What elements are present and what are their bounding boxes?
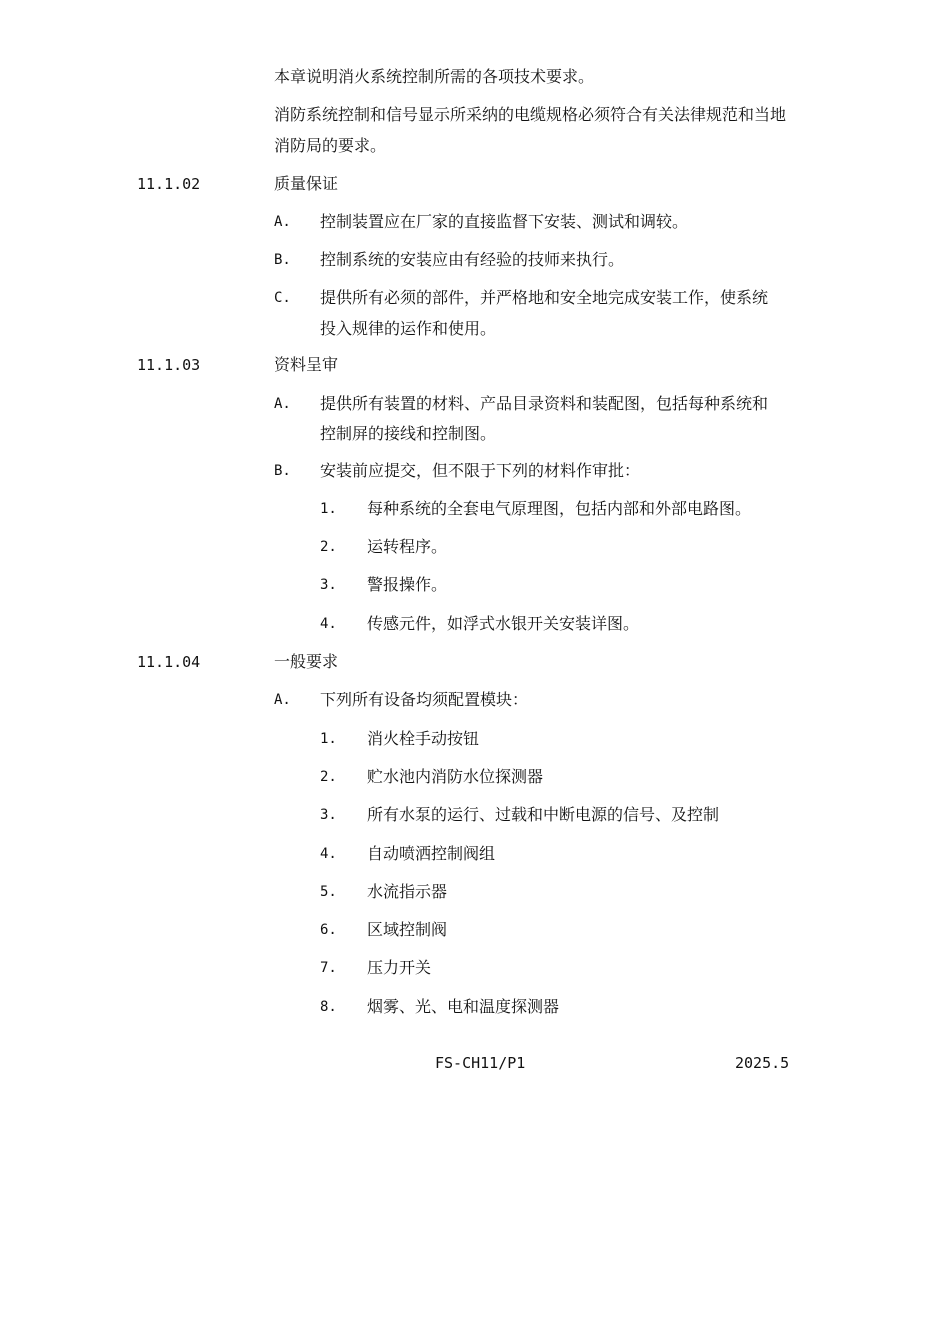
item-letter: A.	[274, 396, 291, 412]
section-title: 质量保证	[274, 174, 339, 193]
subitem-number: 6.	[320, 922, 337, 938]
footer-document-code: FS-CH11/P1	[435, 1054, 526, 1072]
subitem-text: 消火栓手动按钮	[367, 729, 480, 748]
item-text: 提供所有必须的部件，并严格地和安全地完成安装工作，使系统	[320, 288, 769, 307]
item-text: 控制系统的安装应由有经验的技师来执行。	[320, 250, 625, 269]
item-text: 安装前应提交，但不限于下列的材料作审批：	[320, 461, 641, 480]
intro-paragraph-2-line-1: 消防系统控制和信号显示所采纳的电缆规格必须符合有关法律规范和当地	[274, 105, 787, 124]
item-text: 下列所有设备均须配置模块：	[320, 690, 529, 709]
subitem-text: 自动喷洒控制阀组	[367, 844, 496, 863]
subitem-text: 警报操作。	[367, 575, 448, 594]
subitem-number: 7.	[320, 960, 337, 976]
section-title: 资料呈审	[274, 355, 339, 374]
item-text: 控制装置应在厂家的直接监督下安装、测试和调较。	[320, 212, 689, 231]
subitem-text: 每种系统的全套电气原理图，包括内部和外部电路图。	[367, 499, 752, 518]
item-text-continuation: 控制屏的接线和控制图。	[320, 424, 497, 443]
item-letter: A.	[274, 214, 291, 230]
subitem-text: 压力开关	[367, 958, 432, 977]
item-text: 提供所有装置的材料、产品目录资料和装配图，包括每种系统和	[320, 394, 769, 413]
subitem-text: 传感元件，如浮式水银开关安装详图。	[367, 614, 640, 633]
subitem-number: 2.	[320, 539, 337, 555]
subitem-number: 4.	[320, 616, 337, 632]
subitem-number: 3.	[320, 577, 337, 593]
subitem-number: 8.	[320, 999, 337, 1015]
subitem-text: 水流指示器	[367, 882, 448, 901]
section-title: 一般要求	[274, 652, 339, 671]
subitem-text: 烟雾、光、电和温度探测器	[367, 997, 560, 1016]
subitem-number: 1.	[320, 731, 337, 747]
item-letter: C.	[274, 290, 291, 306]
section-number: 11.1.03	[137, 356, 201, 374]
subitem-text: 运转程序。	[367, 537, 448, 556]
subitem-number: 5.	[320, 884, 337, 900]
subitem-number: 3.	[320, 807, 337, 823]
subitem-text: 所有水泵的运行、过载和中断电源的信号、及控制	[367, 805, 720, 824]
subitem-number: 4.	[320, 846, 337, 862]
section-number: 11.1.04	[137, 653, 201, 671]
item-letter: A.	[274, 692, 291, 708]
subitem-text: 贮水池内消防水位探测器	[367, 767, 544, 786]
subitem-number: 1.	[320, 501, 337, 517]
item-letter: B.	[274, 463, 291, 479]
item-letter: B.	[274, 252, 291, 268]
intro-paragraph-1: 本章说明消火系统控制所需的各项技术要求。	[274, 67, 595, 86]
footer-date: 2025.5	[735, 1054, 790, 1072]
section-number: 11.1.02	[137, 175, 201, 193]
item-text-continuation: 投入规律的运作和使用。	[320, 319, 497, 338]
subitem-number: 2.	[320, 769, 337, 785]
subitem-text: 区域控制阀	[367, 920, 448, 939]
intro-paragraph-2-line-2: 消防局的要求。	[274, 136, 387, 155]
